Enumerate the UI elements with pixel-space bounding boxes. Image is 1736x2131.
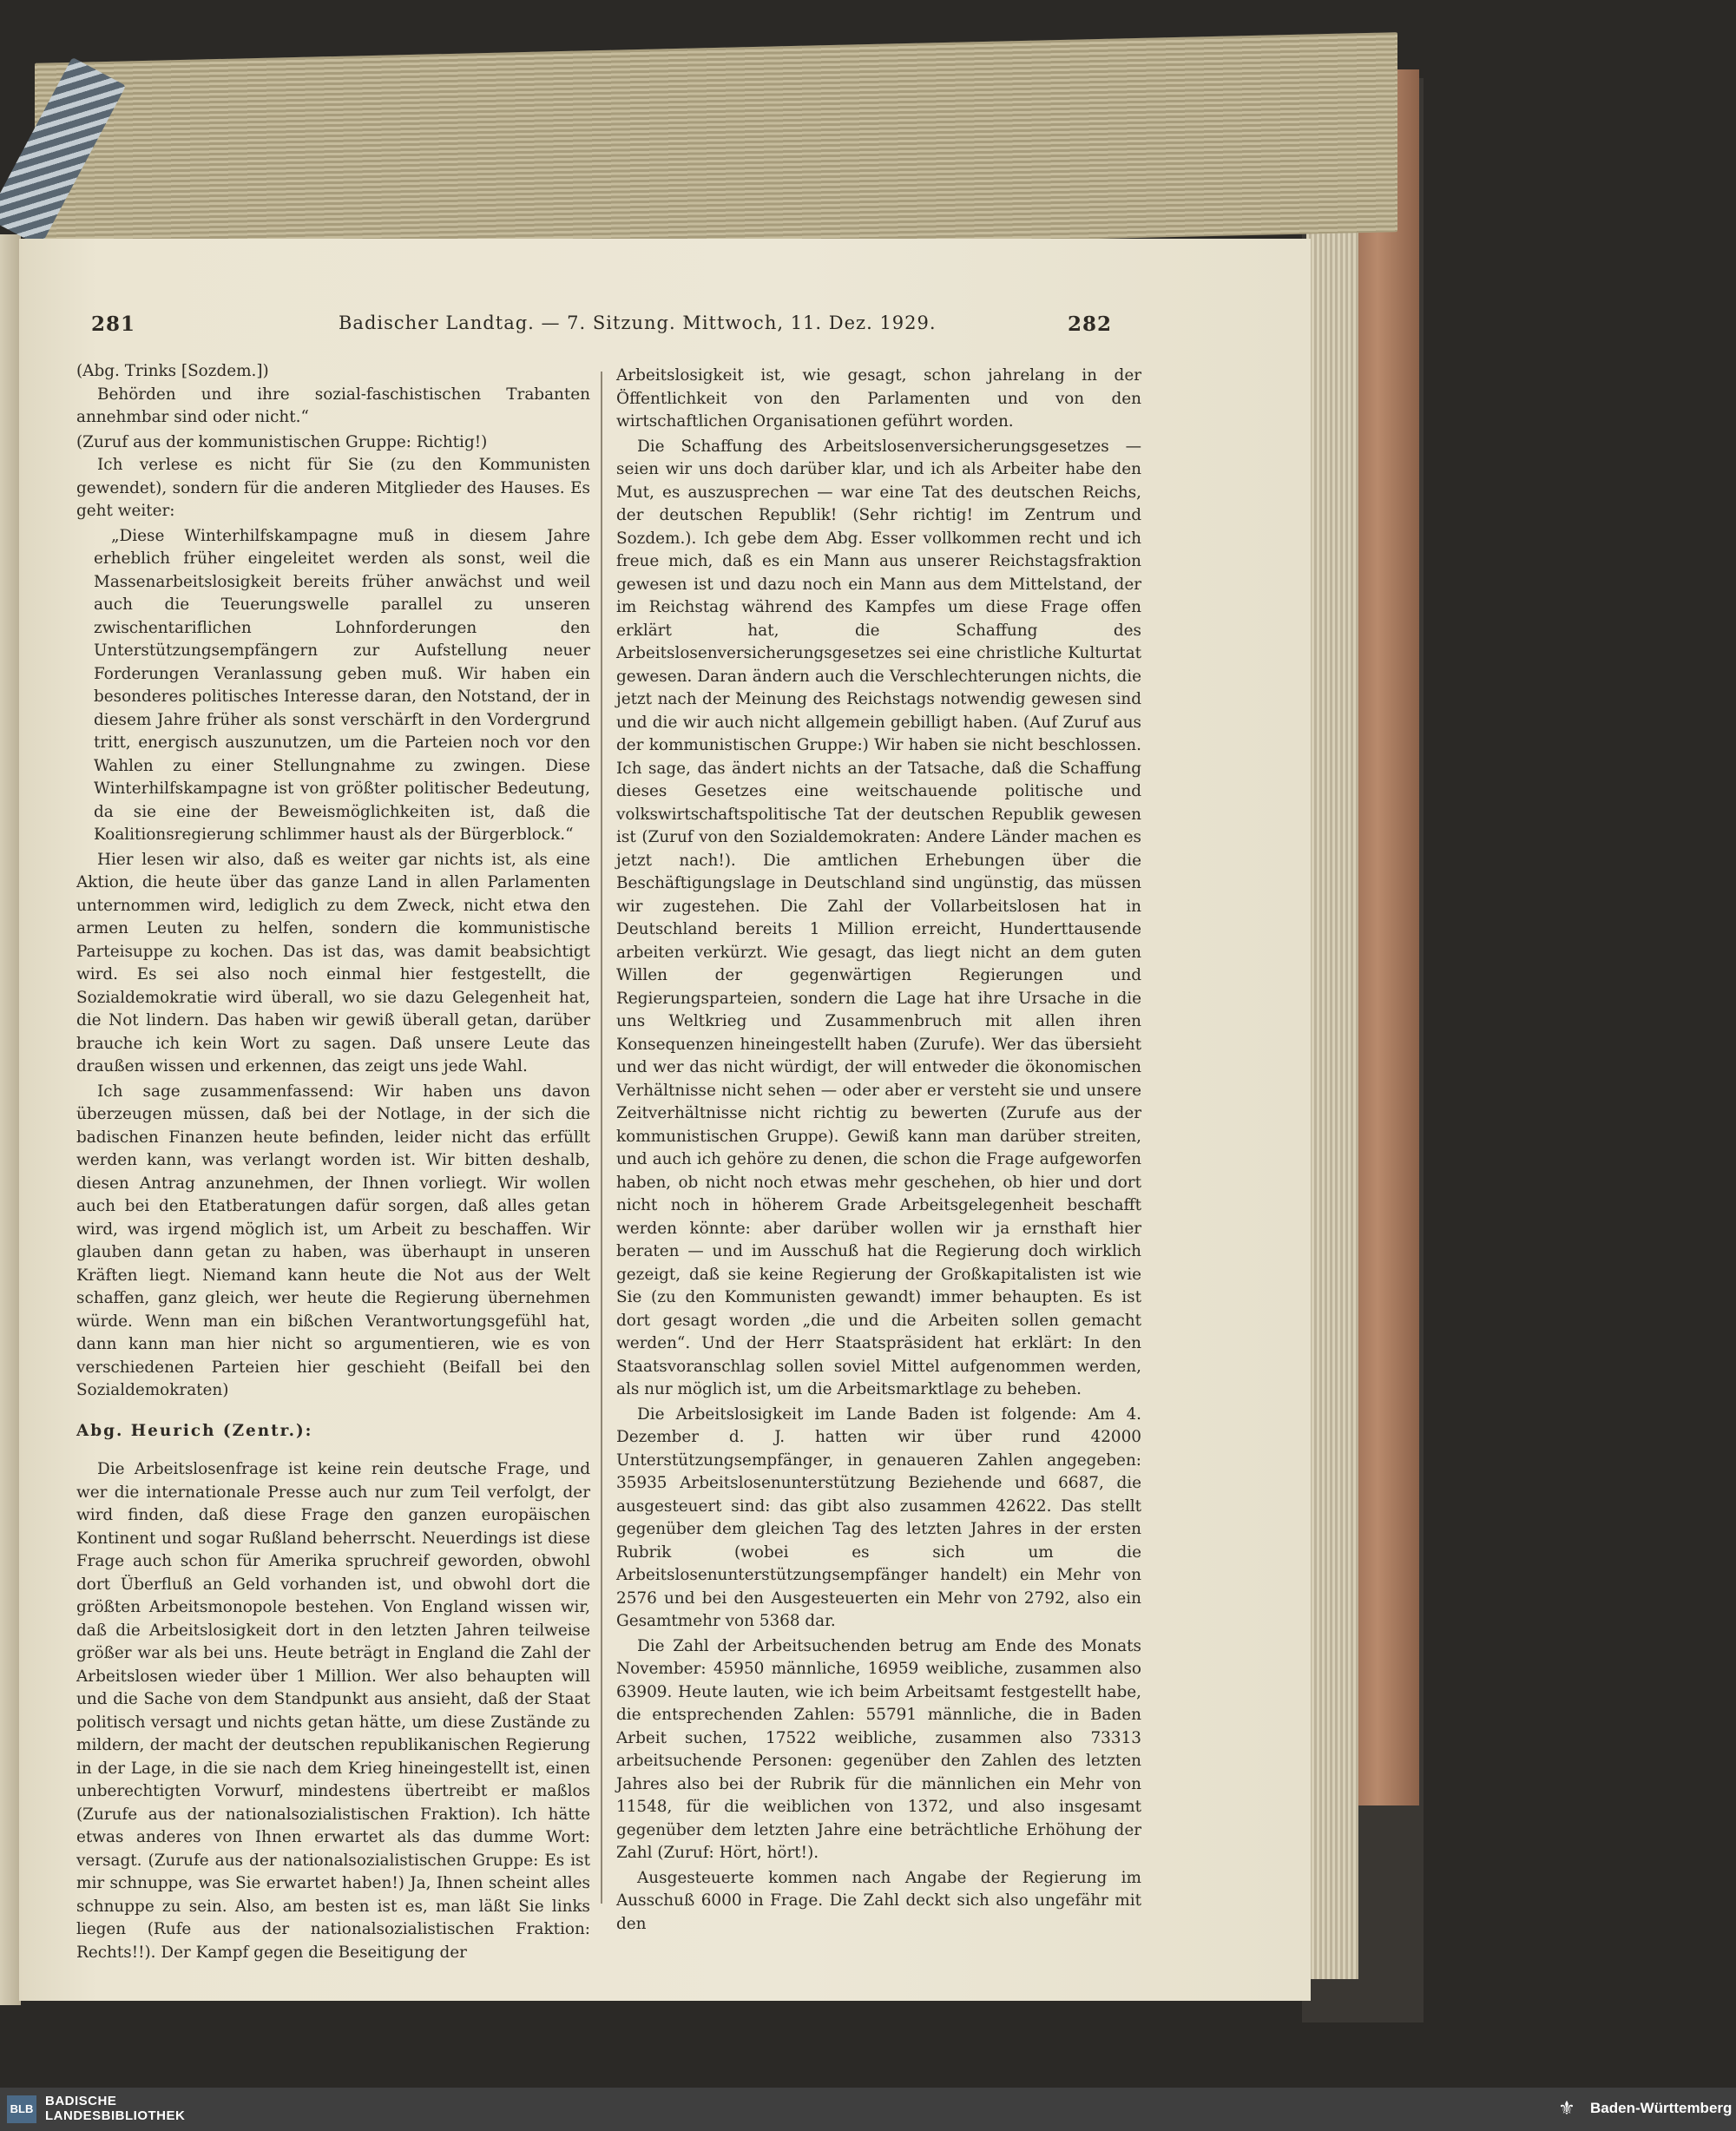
paragraph: Behörden und ihre sozial-faschistischen Trabanten annehmbar sind oder nicht.“ (76, 385, 590, 426)
paragraph: Ich sage zusammenfassend: Wir haben uns davon überzeugen müssen, daß bei der Notlage, in der sich die badischen Finanzen heute befinden, leider nicht das erfüllt werden kann, was verlangt worden ist. Wir bitten deshalb, diesen Antrag anzunehmen, der Ihnen vorliegt. Wir wollen auch bei den Etatberatungen dafür sorgen, daß alles getan wird, was irgend möglich ist, um Arbeit zu beschaffen. Wir glauben dann getan zu haben, was überhaupt in unseren Kräften liegt. Niemand kann heute die Not aus der Welt schaffen, ganz gleich, wer heute die Regierung übernehmen würde. Wenn man ein bißchen Verantwortungsgefühl hat, dann kann man hier nicht so argumentieren, wie es von verschiedenen Parteien hier geschieht (Beifall bei den Sozialdemokraten) (76, 1082, 590, 1399)
library-footer-bar (0, 2088, 1736, 2131)
page-number-left: 281 (91, 312, 136, 336)
left-column (76, 360, 590, 1966)
book-cover-edge (1350, 69, 1419, 1805)
facing-page-edge (0, 234, 21, 2005)
interjection: (Zuruf aus der kommunistischen Gruppe: Richtig!) (76, 432, 488, 451)
page-header (52, 312, 1163, 342)
page-stack-top (35, 32, 1397, 263)
speaker-reference: (Abg. Trinks [Sozdem.]) (76, 362, 269, 380)
paragraph: Die Schaffung des Arbeitslosenversicherungsgesetzes — seien wir uns doch darüber klar, und ich als Arbeiter habe den Mut, es auszusprechen — war eine Tat des deutschen Reichs, der deutschen Republik! (Sehr richtig! im Zentrum und Sozdem.). Ich gebe dem Abg. Esser vollkommen recht und ich freue mich, daß es ein Mann aus unserer Reichstagsfraktion gewesen ist und dazu noch ein Mann aus dem Mittelstand, der im Reichstag während des Kampfes um diese Frage offen erklärt hat, die Schaffung des Arbeitslosenversicherungsgesetzes sei eine christliche Kulturtat gewesen. Daran ändern auch die Verschlechterungen nichts, die jetzt nach der Meinung des Reichstags notwendig gewesen sind und die wir auch nicht allgemein gebilligt haben. (Auf Zuruf aus der kommunistischen Gruppe:) Wir haben sie nicht beschlossen. Ich sage, das ändert nichts an der Tatsache, daß die Schaffung dieses Gesetzes eine weitschauende politische und volkswirtschaftspolitische Tat der deutschen Republik gewesen ist (Zuruf von den Sozialdemokraten: Andere Länder machen es jetzt nach!). Die amtlichen Erhebungen über die Beschäftigungslage in Deutschland sind ungünstig, das müssen wir zugestehen. Die Zahl der Vollarbeitslosen hat in Deutschland bereits 1 Million erreicht, Hunderttausende arbeiten verkürzt. Wie gesagt, das liegt nicht an dem guten Willen der gegenwärtigen Regierungen und Regierungsparteien, sondern die Lage hat ihre Ursache in die uns Weltkrieg und Zusammenbruch mit allen ihren Konsequenzen hineingestellt haben (Zurufe). Wer das übersieht und wer das nicht würdigt, der will entweder die ökonomischen Verhältnisse nicht sehen — oder aber er versteht sie und unsere Zeitverhältnisse nicht richtig zu bewerten (Zurufe aus der kommunistischen Gruppe). Gewiß kann man darüber streiten, und auch ich gehöre zu denen, die schon die Frage aufgeworfen haben, ob nicht noch etwas mehr geschehen, ob hier und dort nicht noch in höherem Grade Arbeitsgelegenheit beschafft werden könnte: aber darüber wollen wir ja ernsthaft hier beraten — und im Ausschuß hat die Regierung doch wirklich gezeigt, daß sie keine Regierung der Großkapitalisten ist wie Sie (zu den Kommunisten gewandt) immer behaupten. Es ist dort gesagt worden „die und die Arbeiten sollen gemacht werden“. Und der Herr Staatspräsident hat erklärt: In den Staatsvoranschlag sollen soviel Mittel aufgenommen werden, als nur möglich ist, um die Arbeitsmarktlage zu beheben. (616, 437, 1141, 1398)
page-number-right: 282 (1068, 312, 1113, 336)
page-stack-right (1306, 200, 1358, 1979)
coat-of-arms-icon[interactable]: ⚜ (1558, 2098, 1575, 2120)
paragraph: Die Arbeitslosigkeit im Lande Baden ist folgende: Am 4. Dezember d. J. hatten wir über rund 42000 Unterstützungsempfänger, in genaueren Zahlen angegeben: 35935 Arbeitslosenunterstützung Beziehende und 6687, die ausgesteuert sind: das gibt also zusammen 42622. Das stellt gegenüber dem gleichen Tag des letzten Jahres in der ersten Rubrik (wobei es sich um die Arbeitslosenunterstützungsempfänger handelt) ein Mehr von 2576 und bei den Ausgesteuerten ein Mehr von 2792, also ein Gesamtmehr von 5368 dar. (616, 1404, 1141, 1630)
column-divider (601, 372, 602, 1904)
paragraph: Arbeitslosigkeit ist, wie gesagt, schon jahrelang in der Öffentlichkeit von den Parlamenten und von den wirtschaftlichen Organisationen geführt worden. (616, 366, 1141, 431)
state-name[interactable]: Baden-Württemberg (1590, 2100, 1733, 2116)
paragraph: Hier lesen wir also, daß es weiter gar nichts ist, als eine Aktion, die heute über das ganze Land in allen Parlamenten unternommen wird, lediglich zu dem Zweck, nicht etwa den armen Leuten zu helfen, sondern die kommunistische Parteisuppe zu kochen. Das ist das, was damit beabsichtigt wird. Es sei also noch einmal hier festgestellt, die Sozialdemokratie wird überall, wo sie dazu Gelegenheit hat, die Not lindern. Das haben wir gewiß überall getan, darüber brauche ich kein Wort zu sagen. Daß unsere Leute das draußen wissen und erkennen, das zeigt uns jede Wahl. (76, 850, 590, 1075)
paragraph: Ausgesteuerte kommen nach Angabe der Regierung im Ausschuß 6000 in Frage. Die Zahl deckt sich also ungefähr mit den (616, 1868, 1141, 1933)
right-column (616, 365, 1141, 1937)
paragraph: Die Zahl der Arbeitsuchenden betrug am Ende des Monats November: 45950 männliche, 16959 weibliche, zusammen also 63909. Heute lauten, wie ich beim Arbeitsamt festgestellt habe, die entsprechenden Zahlen: 55791 männliche, die in Baden Arbeit suchen, 17522 weibliche, zusammen also 73313 arbeitsuchende Personen: gegenüber den Zahlen des letzten Jahres also bei der Rubrik für die männlichen ein Mehr von 11548, für die weiblichen von 1372, und also insgesamt gegenüber dem letzten Jahre eine beträchtliche Erhöhung der Zahl (Zuruf: Hört, hört!). (616, 1636, 1141, 1862)
quotation: „Diese Winterhilfskampagne muß in diesem Jahre erheblich früher eingeleitet werden als sonst, weil die Massenarbeitslosigkeit bereits früher anwächst und weil auch die Teuerungswelle parallel zu unseren zwischentariflichen Lohnforderungen den Unterstützungsempfängern zur Aufstellung neuer Forderungen Veranlassung geben muß. Wir haben ein besonderes politisches Interesse daran, den Notstand, der in diesem Jahre früher als sonst verschärft in den Vordergrund tritt, energisch auszunutzen, um die Parteien noch vor den Wahlen zu einer Stellungnahme zu zwingen. Diese Winterhilfskampagne ist von größter politischer Bedeutung, da sie eine der Beweismöglichkeiten ist, daß die Koalitionsregierung schlimmer haust als der Bürgerblock.“ (94, 526, 590, 844)
blb-logo[interactable]: BLB (7, 2095, 36, 2123)
speaker-heading: Abg. Heurich (Zentr.): (76, 1421, 313, 1440)
running-title: Badischer Landtag. — 7. Sitzung. Mittwoch, 11. Dez. 1929. (339, 312, 937, 333)
paragraph: Ich verlese es nicht für Sie (zu den Kommunisten gewendet), sondern für die anderen Mitglieder des Hauses. Es geht weiter: (76, 456, 590, 520)
library-name[interactable]: BADISCHE LANDESBIBLIOTHEK (45, 2094, 186, 2123)
paragraph: Die Arbeitslosenfrage ist keine rein deutsche Frage, und wer die internationale Presse auch nur zum Teil verfolgt, der wird finden, daß diese Frage den ganzen europäischen Kontinent und sogar Rußland beherrscht. Neuerdings ist diese Frage auch schon für Amerika spruchreif geworden, obwohl dort Überfluß an Geld vorhanden ist, und obwohl dort die größten Arbeitsmonopole bestehen. Von England wissen wir, daß die Arbeitslosigkeit dort in den letzten Jahren teilweise größer war als bei uns. Heute beträgt in England die Zahl der Arbeitslosen wieder über 1 Million. Wer also behaupten will und die Sache von dem Standpunkt aus ansieht, daß der Staat politisch versagt und nichts getan hätte, um diese Zustände zu mildern, der macht der deutschen republikanischen Regierung in der Lage, in die sie nach dem Krieg hineingestellt ist, einen unberechtigten Vorwurf, mindestens übertreibt er maßlos (Zurufe aus der nationalsozialistischen Fraktion). Ich hätte etwas anderes von Ihnen erwartet als das dumme Wort: versagt. (Zurufe aus der nationalsozialistischen Gruppe: Es ist mir schnuppe, was Sie erwartet haben!) Ja, Ihnen scheint alles schnuppe zu sein. Also, am besten ist es, man läßt Sie links liegen (Rufe aus der nationalsozialistischen Fraktion: Rechts!!). Der Kampf gegen die Beseitigung der (76, 1460, 590, 1962)
